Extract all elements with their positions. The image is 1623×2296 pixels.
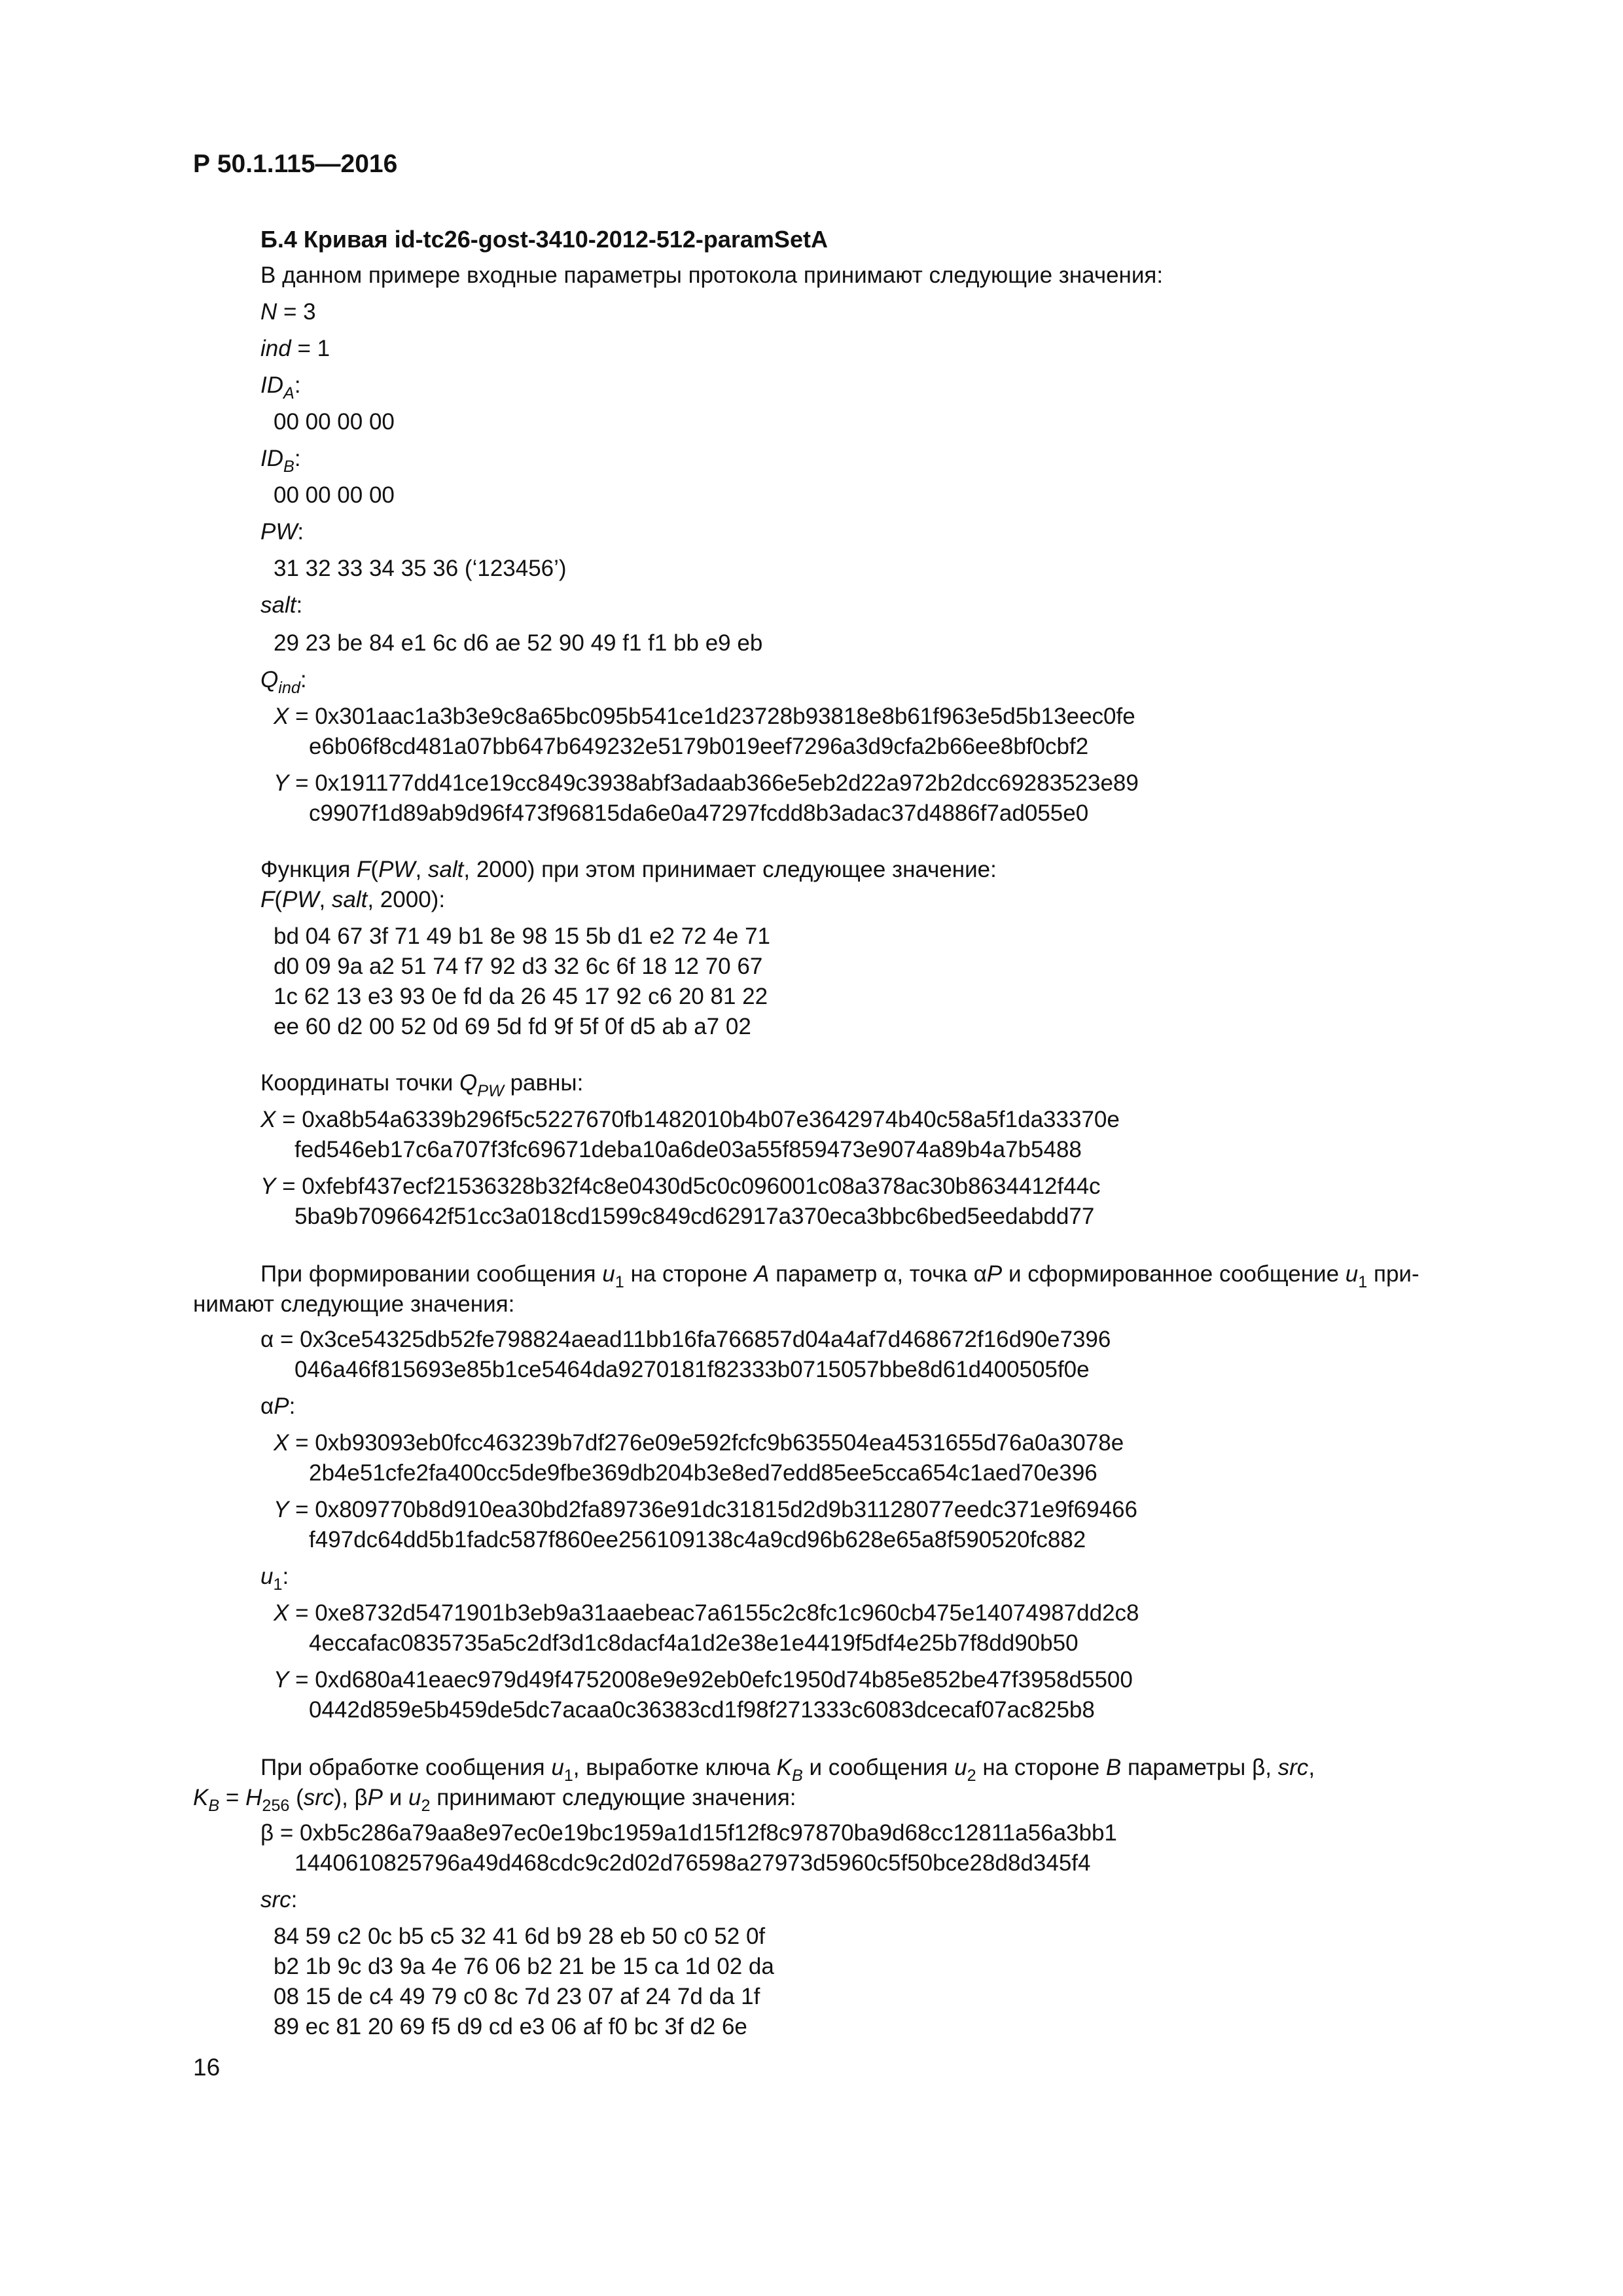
text-line-pw-label: PW: [260,519,304,545]
text-line-idb-value: 00 00 00 00 [274,482,395,508]
text-line-ap-y-1: Y = 0x809770b8d910ea30bd2fa89736e91dc31815d2d9b31128077eedc371e9f69466 [274,1497,1137,1522]
text-line-u1-x-2: 4eccafac0835735a5c2df3d1c8dacf4a1d2e38e1e4419f5df4e25b7f8dd90b50 [309,1630,1079,1656]
text-line-qpw-y-1: Y = 0xfebf437ecf21536328b32f4c8e0430d5c0c096001c08a378ac30b8634412f44c [260,1174,1101,1199]
text-line-f-row-2: d0 09 9a a2 51 74 f7 92 d3 32 6c 6f 18 12 70 67 [274,954,763,979]
text-line-salt-label: salt: [260,592,303,618]
text-line-u2-intro-2: $K_B = H_{256}$ (src), βP и $u_2$ принимают следующие значения: [193,1785,796,1815]
text-line-n-value: N = 3 [260,299,316,325]
text-line-qpw-intro: Координаты точки $Q_{PW}$ равны: [260,1070,584,1100]
text-line-f-label: F(PW, salt, 2000): [260,887,446,912]
text-line-f-row-4: ee 60 d2 00 52 0d 69 5d fd 9f 5f 0f d5 ab a7 02 [274,1014,751,1039]
text-line-u1-y-2: 0442d859e5b459de5dc7acaa0c36383cd1f98f271333c6083dcecaf07ac825b8 [309,1697,1095,1723]
text-line-qind-x-2: e6b06f8cd481a07bb647b649232e5179b019eef7296a3d9cfa2b66ee8bf0cbf2 [309,734,1089,759]
text-line-beta-1: β = 0xb5c286a79aa8e97ec0e19bc1959a1d15f12f8c97870ba9d68cc12811a56a3bb1 [260,1820,1117,1846]
text-line-qpw-y-2: 5ba9b7096642f51cc3a018cd1599c849cd62917a370eca3bbc6bed5eedabdd77 [294,1204,1095,1229]
text-line-u1-intro-1: При формировании сообщения $u_1$ на стороне A параметр α, точка αP и сформированное сообщение $u_1$ при- [260,1261,1419,1291]
text-line-src-row-4: 89 ec 81 20 69 f5 d9 cd e3 06 af f0 bc 3f d2 6e [274,2014,747,2039]
text-line-f-row-1: bd 04 67 3f 71 49 b1 8e 98 15 5b d1 e2 72 4e 71 [274,924,771,949]
text-line-ap-label: αP: [260,1393,296,1419]
text-line-qind-y-2: c9907f1d89ab9d96f473f96815da6e0a47297fcdd8b3adac37d4886f7ad055e0 [309,800,1089,826]
document-header: Р 50.1.115—2016 [193,150,398,178]
text-line-u1-x-1: X = 0xe8732d5471901b3eb9a31aaebeac7a6155c2c8fc1c960cb475e14074987dd2c8 [274,1600,1139,1626]
section-title: Б.4 Кривая id-tc26-gost-3410-2012-512-paramSetA [260,226,828,253]
text-line-beta-2: 1440610825796a49d468cdc9c2d02d76598a27973d5960c5f50bce28d8d345f4 [294,1850,1091,1876]
text-line-qind-y-1: Y = 0x191177dd41ce19cc849c3938abf3adaab366e5eb2d22a972b2dcc69283523e89 [274,770,1139,796]
page-number: 16 [193,2054,221,2081]
text-line-f-row-3: 1c 62 13 e3 93 0e fd da 26 45 17 92 c6 20 81 22 [274,984,768,1009]
text-line-u2-intro-1: При обработке сообщения $u_1$, выработке ключа $K_B$ и сообщения $u_2$ на стороне B параметры β, src, [260,1755,1315,1785]
text-line-idb-label: $ID_B$: [260,446,301,476]
text-line-u1-intro-2: нимают следующие значения: [193,1291,515,1317]
text-line-qpw-x-2: fed546eb17c6a707f3fc69671deba10a6de03a55f859473e9074a89b4a7b5488 [294,1137,1082,1162]
text-line-ida-label: $ID_A$: [260,372,301,403]
text-line-f-intro: Функция F(PW, salt, 2000) при этом принимает следующее значение: [260,857,997,882]
text-line-src-row-2: b2 1b 9c d3 9a 4e 76 06 b2 21 be 15 ca 1d 02 da [274,1954,774,1979]
text-line-salt-value: 29 23 be 84 e1 6c d6 ae 52 90 49 f1 f1 bb e9 eb [274,630,763,656]
text-line-alpha-2: 046a46f815693e85b1ce5464da9270181f82333b0715057bbe8d61d400505f0e [294,1357,1090,1382]
text-line-qpw-x-1: X = 0xa8b54a6339b296f5c5227670fb1482010b4b07e3642974b40c58a5f1da33370e [260,1107,1120,1132]
text-line-u1-y-1: Y = 0xd680a41eaec979d49f4752008e9e92eb0efc1950d74b85e852be47f3958d5500 [274,1667,1133,1693]
text-line-alpha-1: α = 0x3ce54325db52fe798824aead11bb16fa766857d04a4af7d468672f16d90e7396 [260,1327,1111,1352]
text-line-u1-label: $u_1$: [260,1564,289,1594]
text-line-src-row-1: 84 59 c2 0c b5 c5 32 41 6d b9 28 eb 50 c0 52 0f [274,1924,766,1949]
text-line-pw-value: 31 32 33 34 35 36 (‘123456’) [274,556,567,581]
text-line-intro: В данном примере входные параметры протокола принимают следующие значения: [260,262,1164,288]
text-line-src-label: src: [260,1887,298,1912]
text-line-ap-x-1: X = 0xb93093eb0fcc463239b7df276e09e592fcfc9b635504ea4531655d76a0a3078e [274,1430,1124,1456]
text-line-ap-y-2: f497dc64dd5b1fadc587f860ee256109138c4a9cd96b628e65a8f590520fc882 [309,1527,1086,1552]
text-line-ind-value: ind = 1 [260,336,330,361]
text-line-ida-value: 00 00 00 00 [274,409,395,435]
text-line-qind-label: $Q_{ind}$: [260,667,307,697]
text-line-ap-x-2: 2b4e51cfe2fa400cc5de9fbe369db204b3e8ed7edd85ee5cca654c1aed70e396 [309,1460,1097,1486]
text-line-src-row-3: 08 15 de c4 49 79 c0 8c 7d 23 07 af 24 7d da 1f [274,1984,760,2009]
text-line-qind-x-1: X = 0x301aac1a3b3e9c8a65bc095b541ce1d23728b93818e8b61f963e5d5b13eec0fe [274,704,1135,729]
